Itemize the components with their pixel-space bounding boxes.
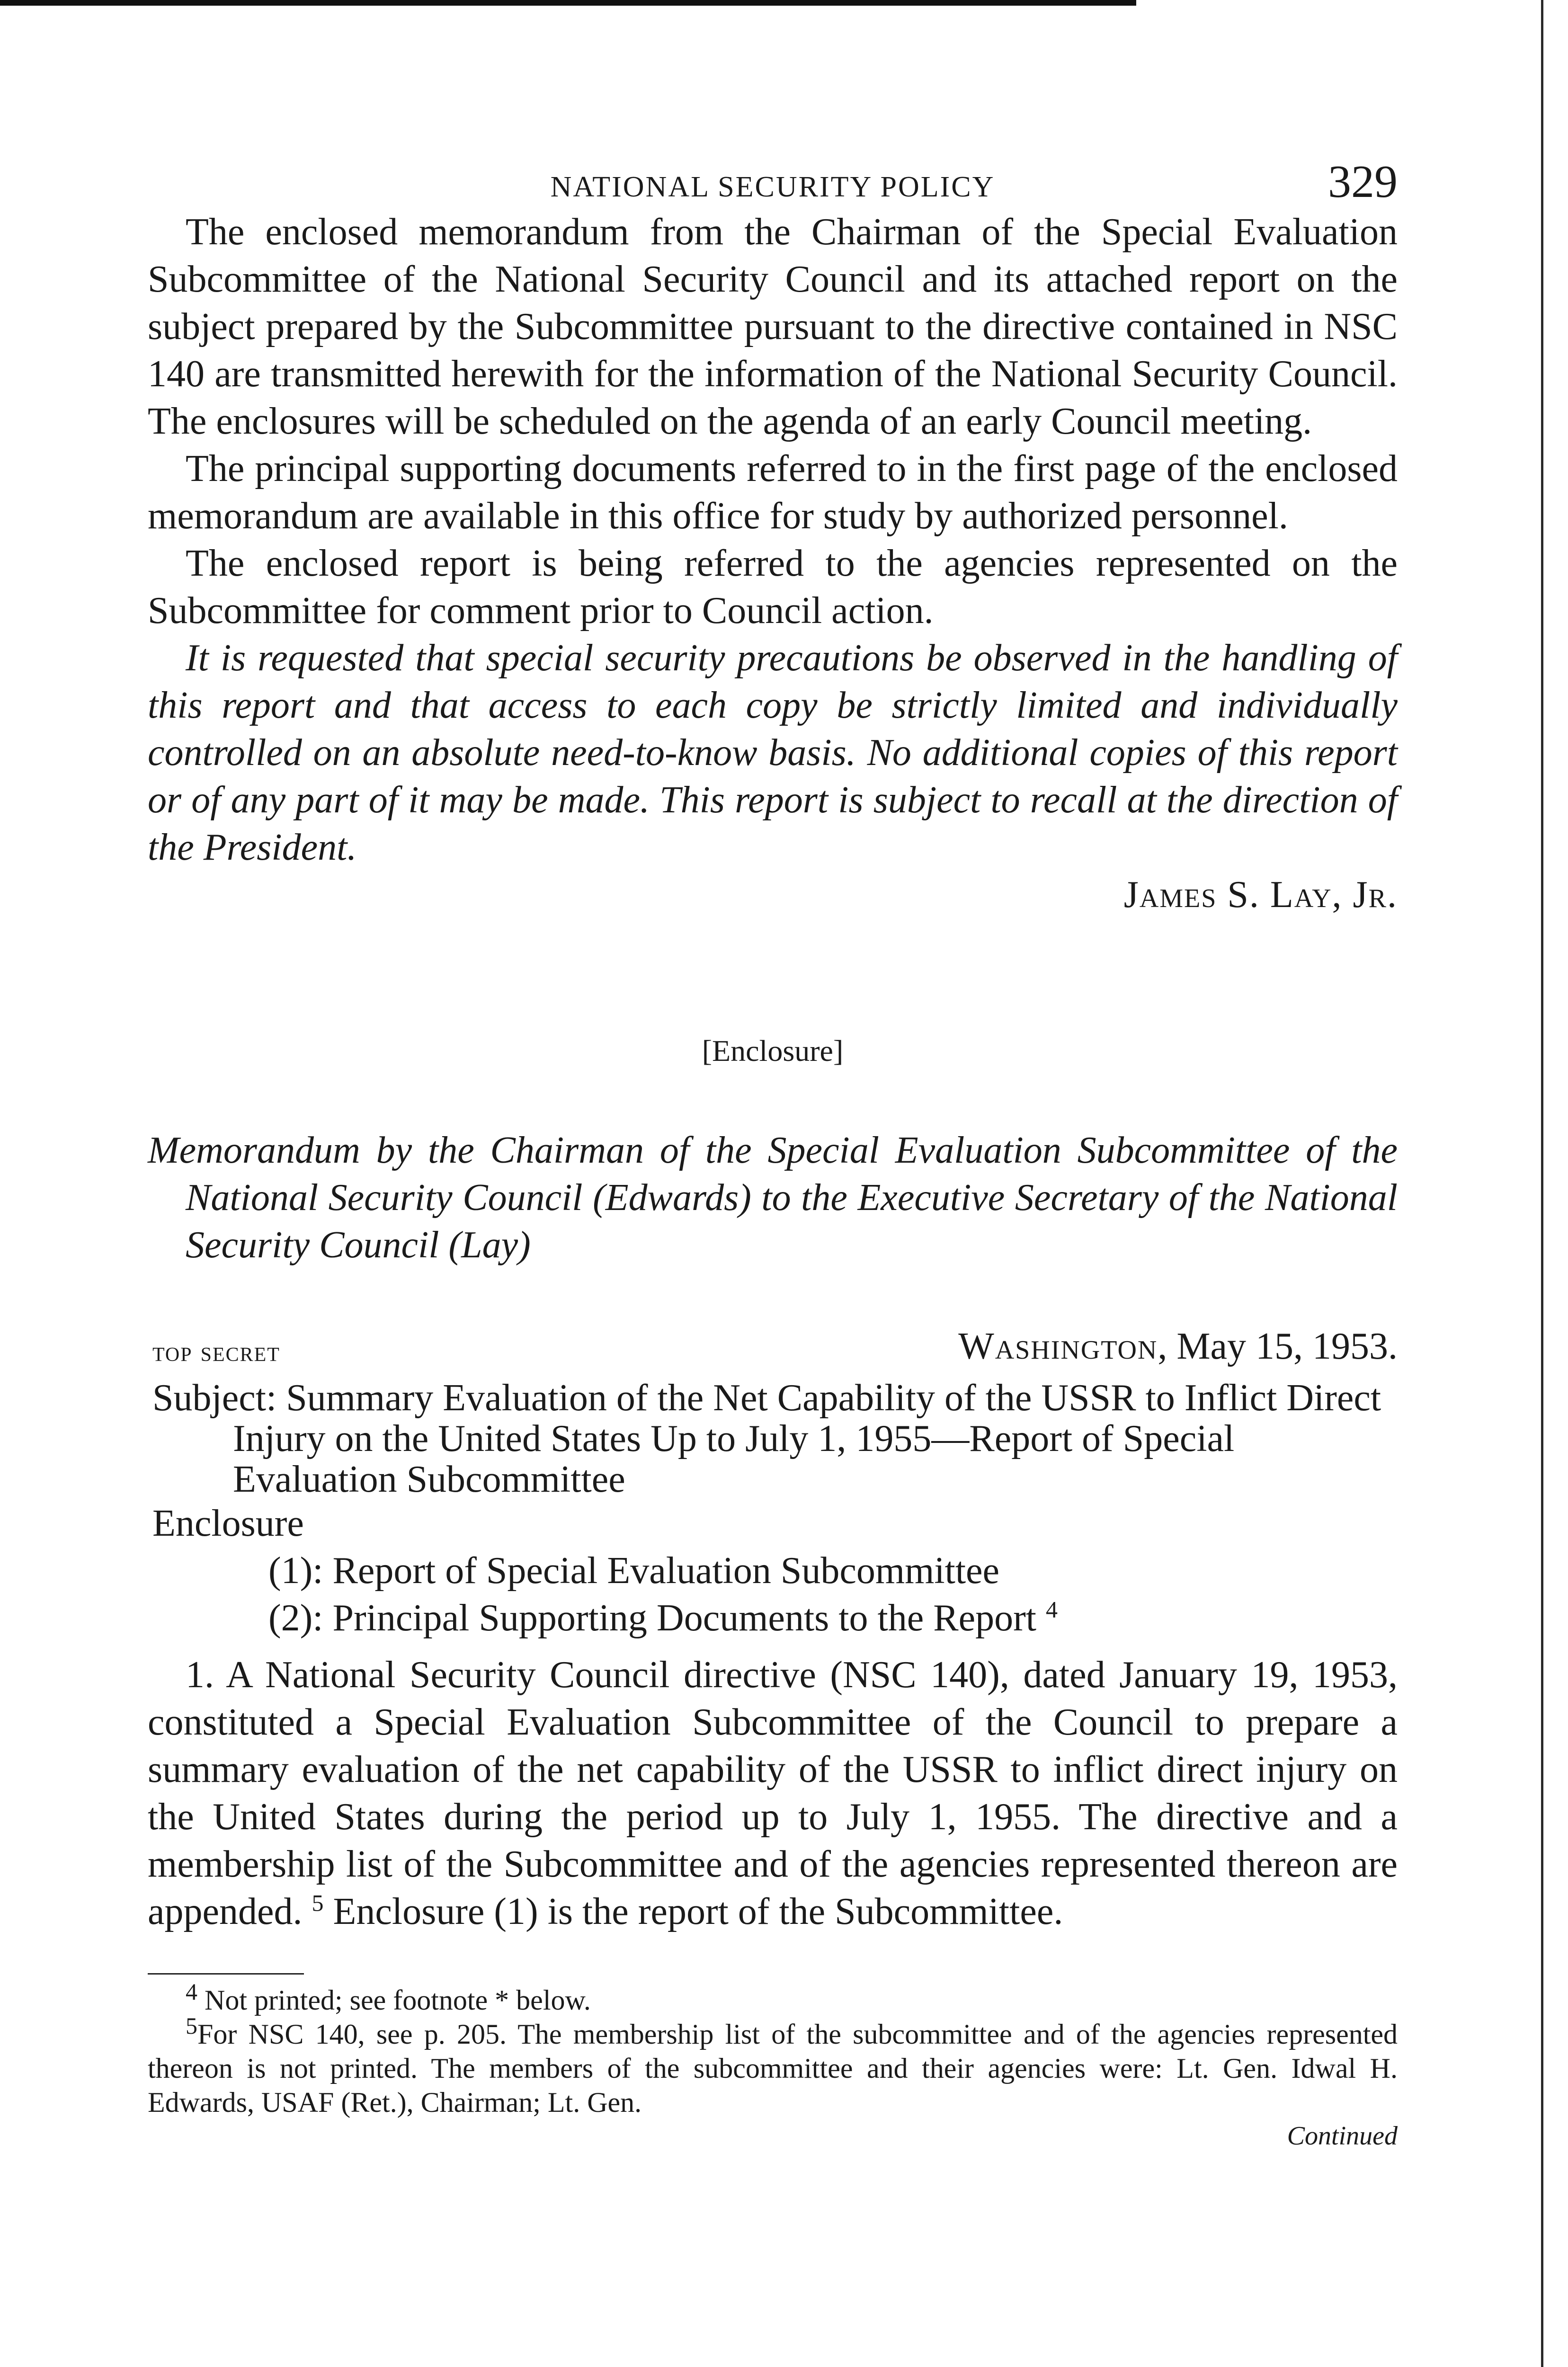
transmittal-paragraph-3: The enclosed report is being referred to the agencies represented on the Subcommittee for comment prior to Council action. [148, 543, 1398, 632]
enclosure-item-1: (1): Report of Special Evaluation Subcommittee [268, 1550, 1000, 1592]
footnote-mark-4: 4 [186, 1978, 197, 2005]
place-date [958, 1325, 1398, 1368]
memo-paragraph-1-tail: Enclosure (1) is the report of the Subcommittee. [323, 1891, 1063, 1932]
footnote-ref-5: 5 [312, 1889, 324, 1916]
memo-paragraph-1-text: 1. A National Security Council directive (NSC 140), dated January 19, 1953, constituted a Special Evaluation Subcommittee of the Council to prepare a summary evaluation of the net capability of the USSR to inflict direct injury on the United States during the period up to July 1, 1955. The directive and a membership list of the Subcommittee and of the agencies represented thereon are appended. [148, 1654, 1398, 1932]
classification-marking: top secret [152, 1336, 280, 1367]
footnote-4-text: Not printed; see footnote * below. [197, 1984, 591, 2016]
page-number: 329 [1328, 156, 1398, 207]
enclosure-heading: Enclosure [152, 1503, 304, 1544]
memo-paragraph-1 [148, 1651, 1398, 1935]
enclosure-item-2 [148, 1594, 1398, 1642]
footnote-ref-4: 4 [1046, 1596, 1058, 1623]
page-right-edge [1541, 0, 1543, 2367]
date: , May 15, 1953. [1158, 1326, 1398, 1367]
running-header [148, 142, 1398, 208]
transmittal-paragraph-1: The enclosed memorandum from the Chairman of the Special Evaluation Subcommittee of the National Security Council and its attached report on the subject prepared by the Subcommittee pursuant to the directive contained in NSC 140 are transmitted herewith for the information of the National Security Council. The enclosures will be scheduled on the agenda of an early Council meeting. [148, 211, 1398, 442]
page-top-rule [0, 0, 1136, 6]
place: Washington [958, 1326, 1158, 1367]
transmittal-paragraph-2: The principal supporting documents referred to in the first page of the enclosed memorandum are available in this office for study by authorized personnel. [148, 448, 1398, 537]
subject-line: Subject: Summary Evaluation of the Net Capability of the USSR to Inflict Direct Injury on the United States Up to July 1, 1955—Report of Special Evaluation Subcommittee [152, 1377, 1381, 1500]
footnote-mark-5: 5 [186, 2012, 197, 2039]
continued-label: Continued [1287, 2121, 1398, 2151]
dateline [148, 1321, 1398, 1368]
running-title: NATIONAL SECURITY POLICY [550, 171, 995, 203]
footnote-5 [148, 2012, 1398, 2119]
footnote-5-text: For NSC 140, see p. 205. The membership list of the subcommittee and of the agencies represented thereon is not printed. The members of the subcommittee and their agencies were: Lt. Gen. Idwal H. Edwards, USAF (Ret.), Chairman; Lt. Gen. [148, 2019, 1398, 2118]
footnote-rule [148, 1973, 304, 1975]
footnote-4 [148, 1978, 1398, 2017]
signature: James S. Lay, Jr. [1123, 874, 1398, 916]
enclosure-label: [Enclosure] [702, 1034, 844, 1068]
memo-title: Memorandum by the Chairman of the Special Evaluation Subcommittee of the National Security Council (Edwards) to the Executive Secretary of the National Security Council (Lay) [148, 1130, 1398, 1266]
document-page [148, 142, 1398, 2153]
security-precautions-paragraph: It is requested that special security precautions be observed in the handling of this report and that access to each copy be strictly limited and individually controlled on an absolute need-to-know basis. No additional copies of this report or of any part of it may be made. This report is subject to recall at the direction of the President. [148, 637, 1398, 868]
enclosure-item-2-text: (2): Principal Supporting Documents to the Report [268, 1597, 1036, 1639]
footnotes [148, 1978, 1398, 2153]
